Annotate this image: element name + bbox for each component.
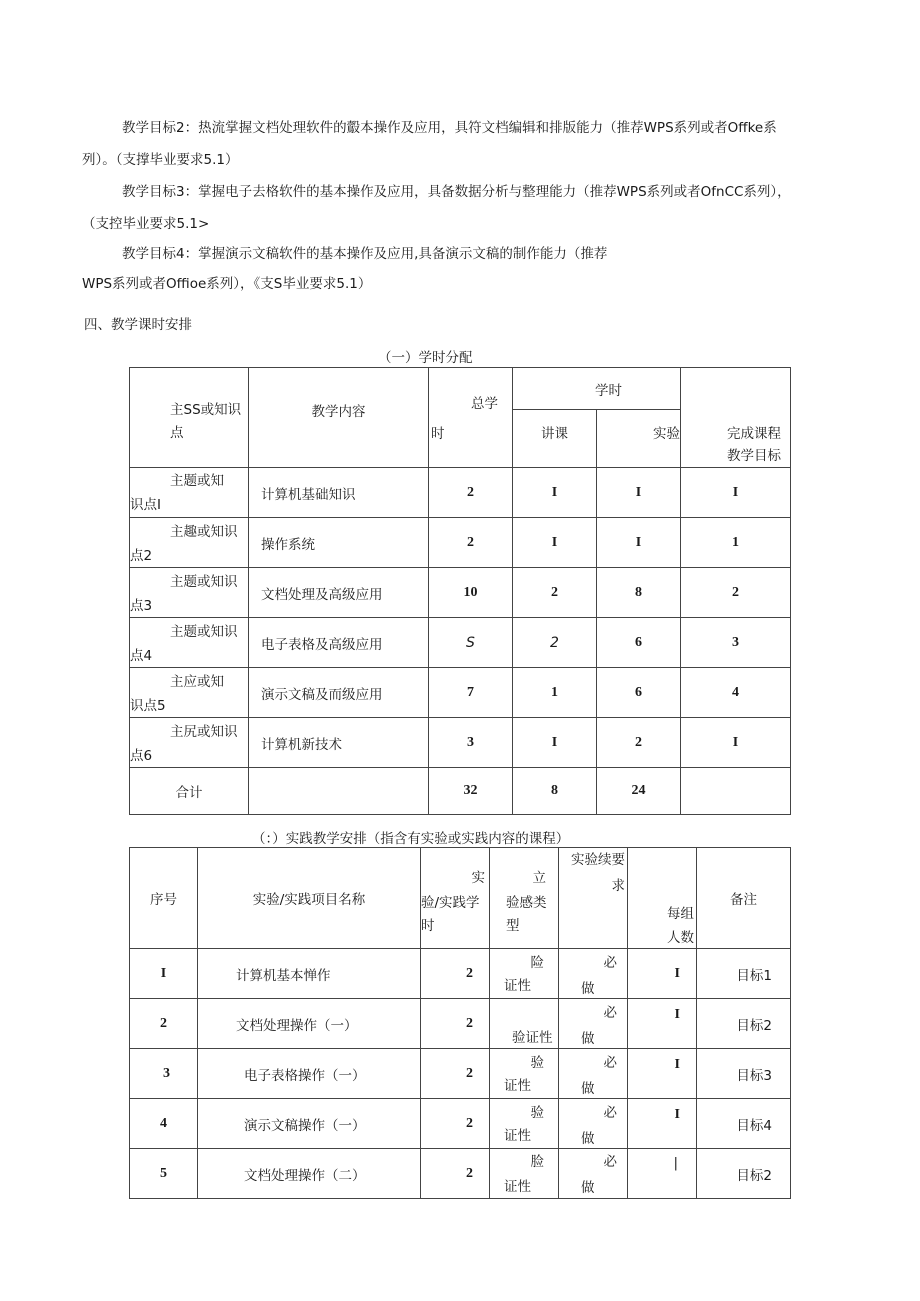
practice-schedule-table (129, 847, 791, 1199)
table-row: 主应或知 识点5 演示文稿及而级应用 7 1 6 4 (130, 668, 791, 718)
header-topic: 主SS或知识 点 (130, 368, 249, 468)
table2-caption: （：）实践教学安排（指含有实验或实践内容的课程） (252, 831, 570, 847)
goal4-line2: WPS系列或者Offioe系列），《支S毕业要求5.1） (82, 276, 372, 292)
header-lecture: 讲课 (513, 410, 597, 468)
header-requirement: 实验续要 求 (559, 848, 628, 949)
table-row: I 计算机基本惮作 2 险 证性 必 做 I 目标1 (130, 949, 791, 999)
header-goal: 完成课程 教学目标 (681, 368, 791, 468)
table-row: 5 文档处理操作（二） 2 脸 证性 必 做 | 目标2 (130, 1149, 791, 1199)
header-hours: 实 验/实践学 时 (421, 848, 490, 949)
table-row: 主题或知识 点3 文档处理及高级应用 10 2 8 2 (130, 568, 791, 618)
table-row: 主尻或知识 点6 计算机新技术 3 I 2 I (130, 718, 791, 768)
section-heading: 四、教学课时安排 (84, 317, 192, 333)
header-name: 实验/实践项目名称 (198, 848, 421, 949)
table-row: 主题或知 识点I 计算机基础知识 2 I I I (130, 468, 791, 518)
goal3-line2: （支控毕业要求5.1> (82, 216, 210, 232)
goal2-line2: 列）。（支撑毕业要求5.1） (82, 152, 239, 168)
goal4-line1: 教学目标4：掌握演示文稿软件的基本操作及应用,具备演示文稿的制作能力（推荐 (122, 246, 608, 262)
table1-caption: （一）学时分配 (378, 350, 473, 366)
header-hours: 学时 (513, 368, 681, 410)
goal3-line1: 教学目标3：掌握电子去格软件的基本操作及应用，具备数据分析与整理能力（推荐WPS系列或者OfnCC系列）， (122, 184, 791, 200)
header-lab: 实验 (597, 410, 681, 468)
header-type: 立 验感类 型 (490, 848, 559, 949)
hours-allocation-table (129, 367, 791, 815)
header-content: 教学内容 (249, 368, 429, 468)
header-total-hours: 总学 时 (429, 368, 513, 468)
table-row: 2 文档处理操作（一） 2 验证性 必 做 I 目标2 (130, 999, 791, 1049)
header-note: 备注 (697, 848, 791, 949)
header-seq: 序号 (130, 848, 198, 949)
table-row: 3 电子表格操作（一） 2 验 证性 必 做 I 目标3 (130, 1049, 791, 1099)
goal2-line1: 教学目标2：热流掌握文档处理软件的鷇本操作及应用，具符文档编辑和排版能力（推荐WPS系列或者Offke系 (122, 120, 777, 136)
table-row: 主趣或知识 点2 操作系统 2 I I 1 (130, 518, 791, 568)
table-row: 主题或知识 点4 电子表格及高级应用 S 2 6 3 (130, 618, 791, 668)
total-row: 合计 32 8 24 (130, 768, 791, 815)
header-group-size: 每组 人数 (628, 848, 697, 949)
table-row: 4 演示文稿操作（一） 2 验 证性 必 做 I 目标4 (130, 1099, 791, 1149)
